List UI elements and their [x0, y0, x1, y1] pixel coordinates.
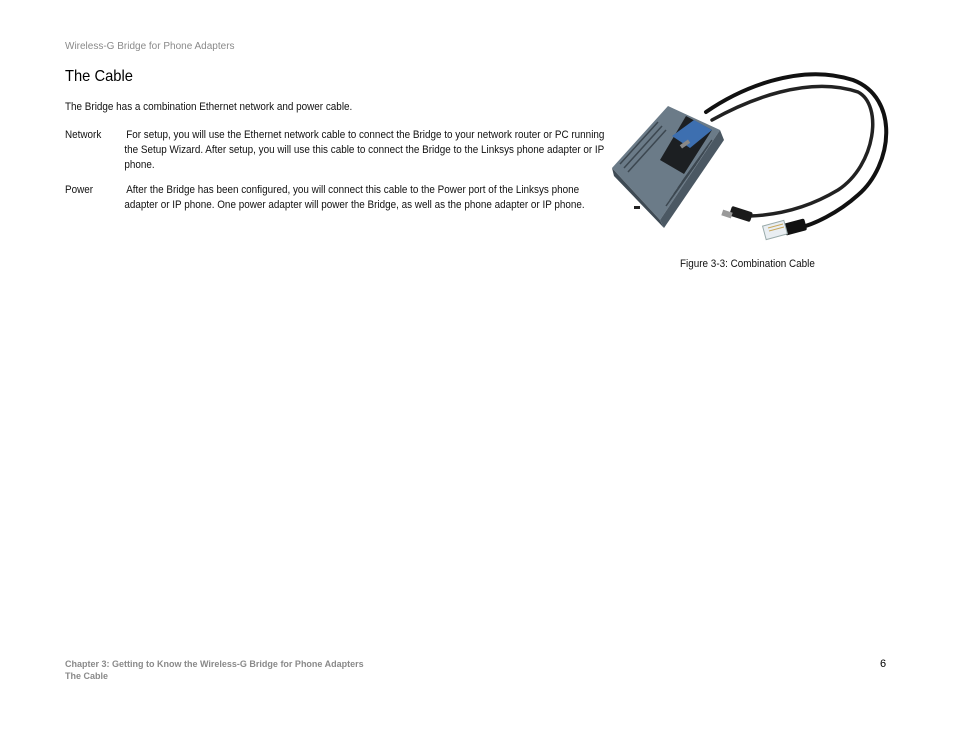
- page-title: The Cable: [65, 68, 133, 85]
- definition-network: [65, 128, 605, 173]
- combination-cable-figure: [608, 70, 893, 248]
- power-plug: [721, 206, 753, 222]
- definition-description: After the Bridge has been configured, you will connect this cable to the Power port of the Linksys phone adapter or IP phone. One power adapter will power the Bridge, as well as the phone adapter or IP phone.: [124, 184, 585, 211]
- footer-section: The Cable: [65, 671, 109, 681]
- ethernet-cable: [706, 74, 886, 228]
- definition-power: [65, 183, 605, 213]
- footer: [65, 658, 364, 682]
- definition-term: Power: [65, 184, 94, 196]
- ethernet-plug: [763, 218, 808, 239]
- intro-paragraph: The Bridge has a combination Ethernet network and power cable.: [65, 101, 353, 113]
- definition-term: Network: [65, 129, 102, 141]
- page-number: 6: [880, 658, 887, 670]
- running-header: Wireless-G Bridge for Phone Adapters: [65, 41, 235, 52]
- combination-cable-illustration: [608, 70, 893, 248]
- definition-description: For setup, you will use the Ethernet network cable to connect the Bridge to your network router or PC running the Setup Wizard. After setup, you will use this cable to connect the Bridge to the Linksys phone adapter or IP phone.: [124, 129, 605, 171]
- figure-caption: Figure 3-3: Combination Cable: [680, 258, 815, 270]
- power-cable: [712, 86, 873, 216]
- footer-chapter: Chapter 3: Getting to Know the Wireless-G Bridge for Phone Adapters: [65, 659, 364, 669]
- bridge-device: [612, 106, 724, 228]
